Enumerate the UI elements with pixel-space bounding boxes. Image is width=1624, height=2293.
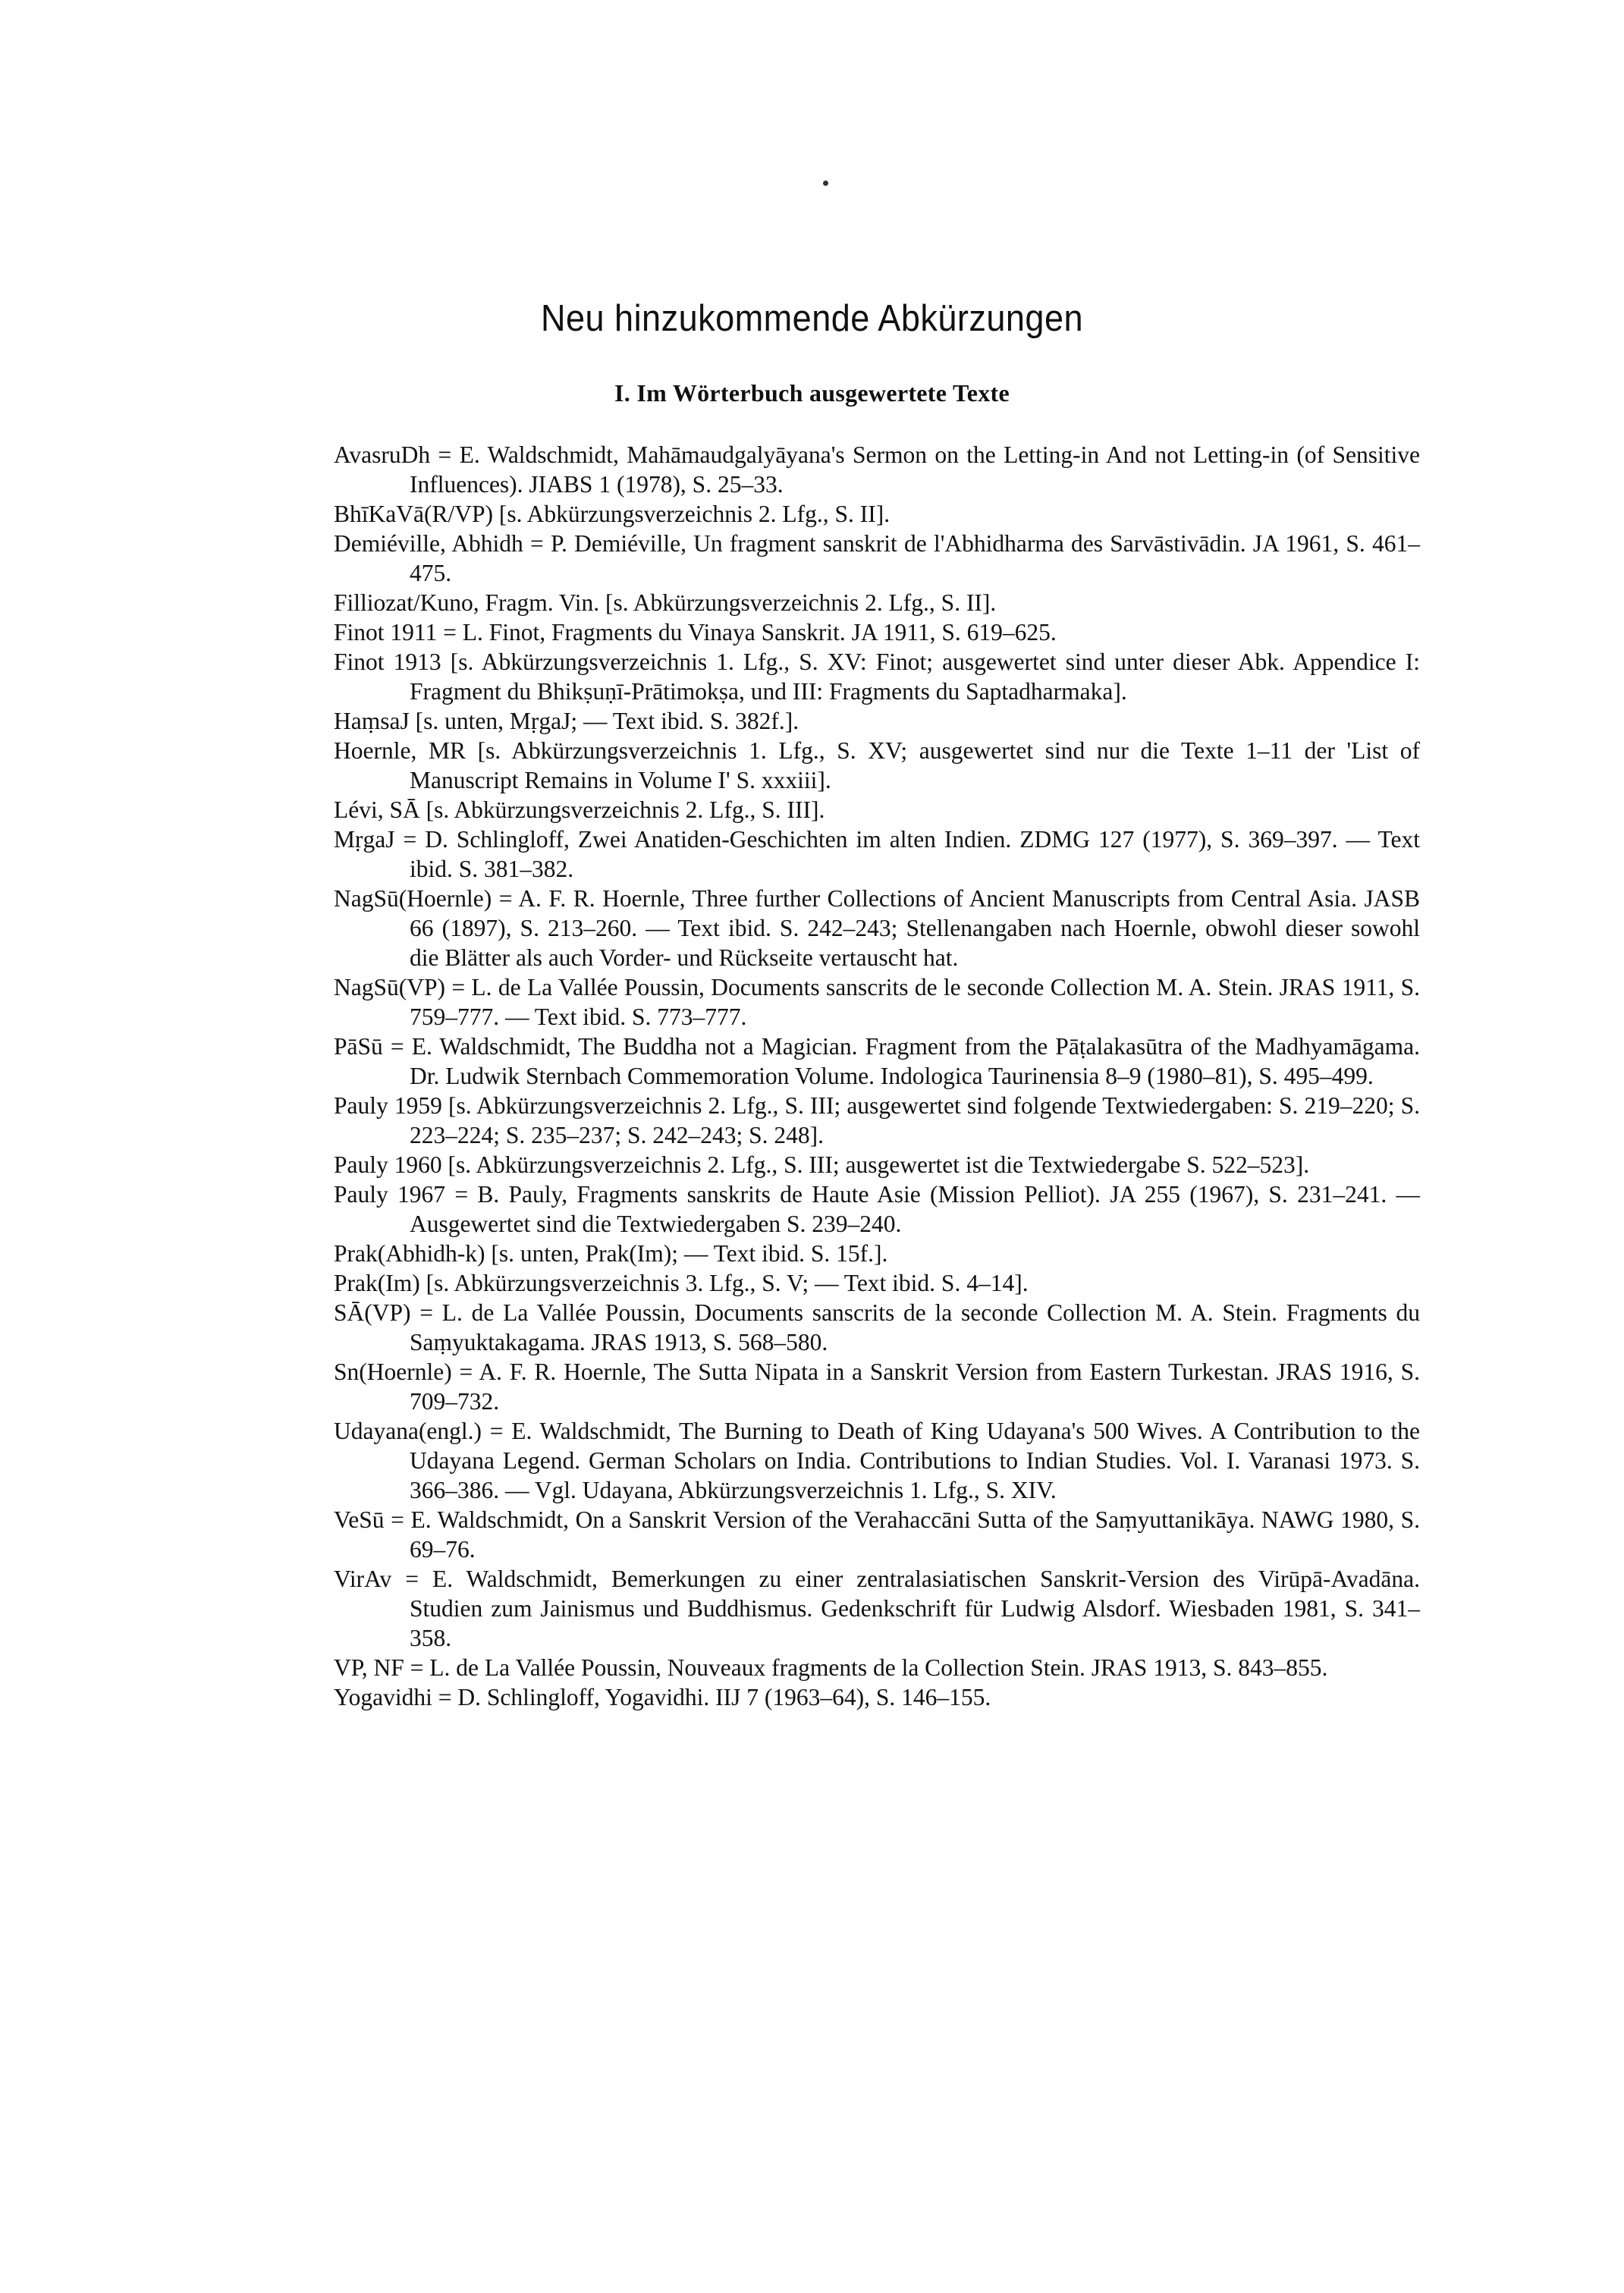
entry-head: Pauly 1960 <box>334 1151 442 1178</box>
entry-text: = L. Finot, Fragments du Vinaya Sanskrit. JA 1911, S. 619–625. <box>437 619 1057 645</box>
list-item <box>334 972 1420 1032</box>
entry-head: HaṃsaJ <box>334 708 410 734</box>
entry-text: = E. Waldschmidt, The Burning to Death of King Udayana's 500 Wives. A Contribution to the Udayana Legend. German Scholars on India. Contributions to Indian Studies. Vol. I. Varanasi 1973. S. 366–386. — Vgl. Udayana, Abkürzungsverzeichnis 1. Lfg., S. XIV. <box>410 1418 1420 1503</box>
entry-text: [s. Abkürzungsverzeichnis 3. Lfg., S. V; — Text ibid. S. 4–14]. <box>419 1270 1029 1296</box>
entry-text: [s. Abkürzungsverzeichnis 2. Lfg., S. III]. <box>419 796 825 823</box>
entry-head: BhīKaVā(R/VP) <box>334 501 493 527</box>
entry-text: [s. Abkürzungsverzeichnis 1. Lfg., S. XV: Finot; ausgewertet sind unter dieser Abk. Appendice I: Fragment du Bhikṣuṇī-Prātimokṣa, und III: Fragments du Saptadharmaka]. <box>410 649 1420 705</box>
entry-text: [s. Abkürzungsverzeichnis 2. Lfg., S. III; ausgewertet ist die Textwiedergabe S. 522–523]. <box>441 1151 1310 1178</box>
entry-head: VeSū <box>334 1506 385 1533</box>
entry-text: [s. unten, Prak(Im); — Text ibid. S. 15f.]. <box>485 1240 888 1267</box>
list-item <box>334 647 1420 706</box>
list-item <box>334 1268 1420 1298</box>
entry-text: = B. Pauly, Fragments sanskrits de Haute Asie (Mission Pelliot). JA 255 (1967), S. 231–241. — Ausgewertet sind die Textwiedergaben S. 239–240. <box>410 1181 1420 1237</box>
list-item <box>334 795 1420 825</box>
entry-text: = L. de La Vallée Poussin, Documents sanscrits de la seconde Collection M. A. Stein. Fragments du Saṃyuktakagama. JRAS 1913, S. 568–580. <box>410 1299 1420 1355</box>
list-item <box>334 884 1420 972</box>
list-item <box>334 825 1420 884</box>
entry-head: PāSū <box>334 1033 383 1060</box>
list-item <box>334 706 1420 736</box>
list-item <box>334 499 1420 529</box>
list-item <box>334 1653 1420 1682</box>
entry-text: = A. F. R. Hoernle, Three further Collections of Ancient Manuscripts from Central Asia. JASB 66 (1897), S. 213–260. — Text ibid. S. 242–243; Stellenangaben nach Hoernle, obwohl dieser sowohl die Blätter als auch Vorder- und Rückseite vertauscht hat. <box>410 885 1420 971</box>
entry-head: NagSū(Hoernle) <box>334 885 492 912</box>
list-item <box>334 1032 1420 1091</box>
entry-head: AvasruDh <box>334 441 431 468</box>
list-item <box>334 736 1420 795</box>
entry-text: = D. Schlingloff, Yogavidhi. IIJ 7 (1963–64), S. 146–155. <box>432 1684 991 1710</box>
list-item <box>334 1505 1420 1564</box>
entry-text: = L. de La Vallée Poussin, Documents sanscrits de le seconde Collection M. A. Stein. JRAS 1911, S. 759–777. — Text ibid. S. 773–777. <box>410 974 1420 1030</box>
entry-head: Finot 1911 <box>334 619 438 645</box>
entry-text: [s. Abkürzungsverzeichnis 1. Lfg., S. XV; ausgewertet sind nur die Texte 1–11 der 'List of Manuscript Remains in Volume I' S. xxxiii]. <box>410 737 1420 793</box>
entry-text: = A. F. R. Hoernle, The Sutta Nipata in a Sanskrit Version from Eastern Turkestan. JRAS 1916, S. 709–732. <box>410 1359 1420 1415</box>
list-item <box>334 529 1420 588</box>
entry-text: = E. Waldschmidt, Bemerkungen zu einer zentralasiatischen Sanskrit-Version des Virūpā-Avadāna. Studien zum Jainismus und Buddhismus. Gedenkschrift für Ludwig Alsdorf. Wiesbaden 1981, S. 341–358. <box>391 1566 1420 1651</box>
entry-head: Prak(Im) <box>334 1270 420 1296</box>
page-mark <box>823 181 828 186</box>
entry-head: Yogavidhi <box>334 1684 432 1710</box>
entry-head: Pauly 1967 <box>334 1181 446 1208</box>
entry-text: [s. Abkürzungsverzeichnis 2. Lfg., S. III; ausgewertet sind folgende Textwiedergaben: S. 219–220; S. 223–224; S. 235–237; S. 242–243; S. 248]. <box>410 1092 1420 1148</box>
list-item <box>334 1564 1420 1653</box>
list-item <box>334 1091 1420 1150</box>
entry-head: Filliozat/Kuno, Fragm. Vin. <box>334 589 600 616</box>
list-item <box>334 1239 1420 1268</box>
entry-head: NagSū(VP) <box>334 974 445 1000</box>
entry-head: Udayana(engl.) <box>334 1418 482 1444</box>
list-item <box>334 617 1420 647</box>
entry-text: = D. Schlingloff, Zwei Anatiden-Geschichten im alten Indien. ZDMG 127 (1977), S. 369–397. — Text ibid. S. 381–382. <box>394 826 1420 882</box>
entry-text: [s. Abkürzungsverzeichnis 2. Lfg., S. II]. <box>599 589 997 616</box>
page-title: Neu hinzukommende Abkürzungen <box>540 298 1084 339</box>
abbreviation-list <box>334 440 1420 1712</box>
list-item <box>334 1150 1420 1179</box>
entry-head: Prak(Abhidh-k) <box>334 1240 485 1267</box>
entry-head: Finot 1913 <box>334 649 441 675</box>
list-item <box>334 1298 1420 1357</box>
entry-head: MṛgaJ <box>334 826 395 853</box>
list-item <box>334 588 1420 617</box>
entry-head: SĀ(VP) <box>334 1299 411 1326</box>
entry-head: Sn(Hoernle) <box>334 1359 452 1385</box>
entry-text: = E. Waldschmidt, The Buddha not a Magician. Fragment from the Pāṭalakasūtra of the Madhyamāgama. Dr. Ludwik Sternbach Commemoration Volume. Indologica Taurinensia 8–9 (1980–81), S. 495–499. <box>382 1033 1420 1089</box>
section-heading: I. Im Wörterbuch ausgewertete Texte <box>614 379 1010 407</box>
entry-head: VP, NF <box>334 1654 404 1681</box>
list-item <box>334 440 1420 499</box>
list-item <box>334 1357 1420 1416</box>
list-item <box>334 1416 1420 1505</box>
entry-text: = L. de La Vallée Poussin, Nouveaux fragments de la Collection Stein. JRAS 1913, S. 843–855. <box>404 1654 1328 1681</box>
list-item <box>334 1682 1420 1712</box>
entry-text: = E. Waldschmidt, On a Sanskrit Version of the Verahaccāni Sutta of the Saṃyuttanikāya. NAWG 1980, S. 69–76. <box>384 1506 1420 1563</box>
entry-text: [s. Abkürzungsverzeichnis 2. Lfg., S. II]. <box>492 501 891 527</box>
entry-head: Pauly 1959 <box>334 1092 442 1119</box>
list-item <box>334 1179 1420 1239</box>
entry-text: = E. Waldschmidt, Mahāmaudgalyāyana's Sermon on the Letting-in And not Letting-in (of Sensitive Influences). JIABS 1 (1978), S. 25–33. <box>410 441 1420 498</box>
entry-text: = P. Demiéville, Un fragment sanskrit de l'Abhidharma des Sarvāstivādin. JA 1961, S. 461–475. <box>410 530 1420 586</box>
entry-head: Hoernle, MR <box>334 737 466 764</box>
entry-head: VirAv <box>334 1566 392 1592</box>
entry-text: [s. unten, MṛgaJ; — Text ibid. S. 382f.]. <box>409 708 799 734</box>
entry-head: Lévi, SĀ <box>334 796 420 823</box>
entry-head: Demiéville, Abhidh <box>334 530 523 557</box>
